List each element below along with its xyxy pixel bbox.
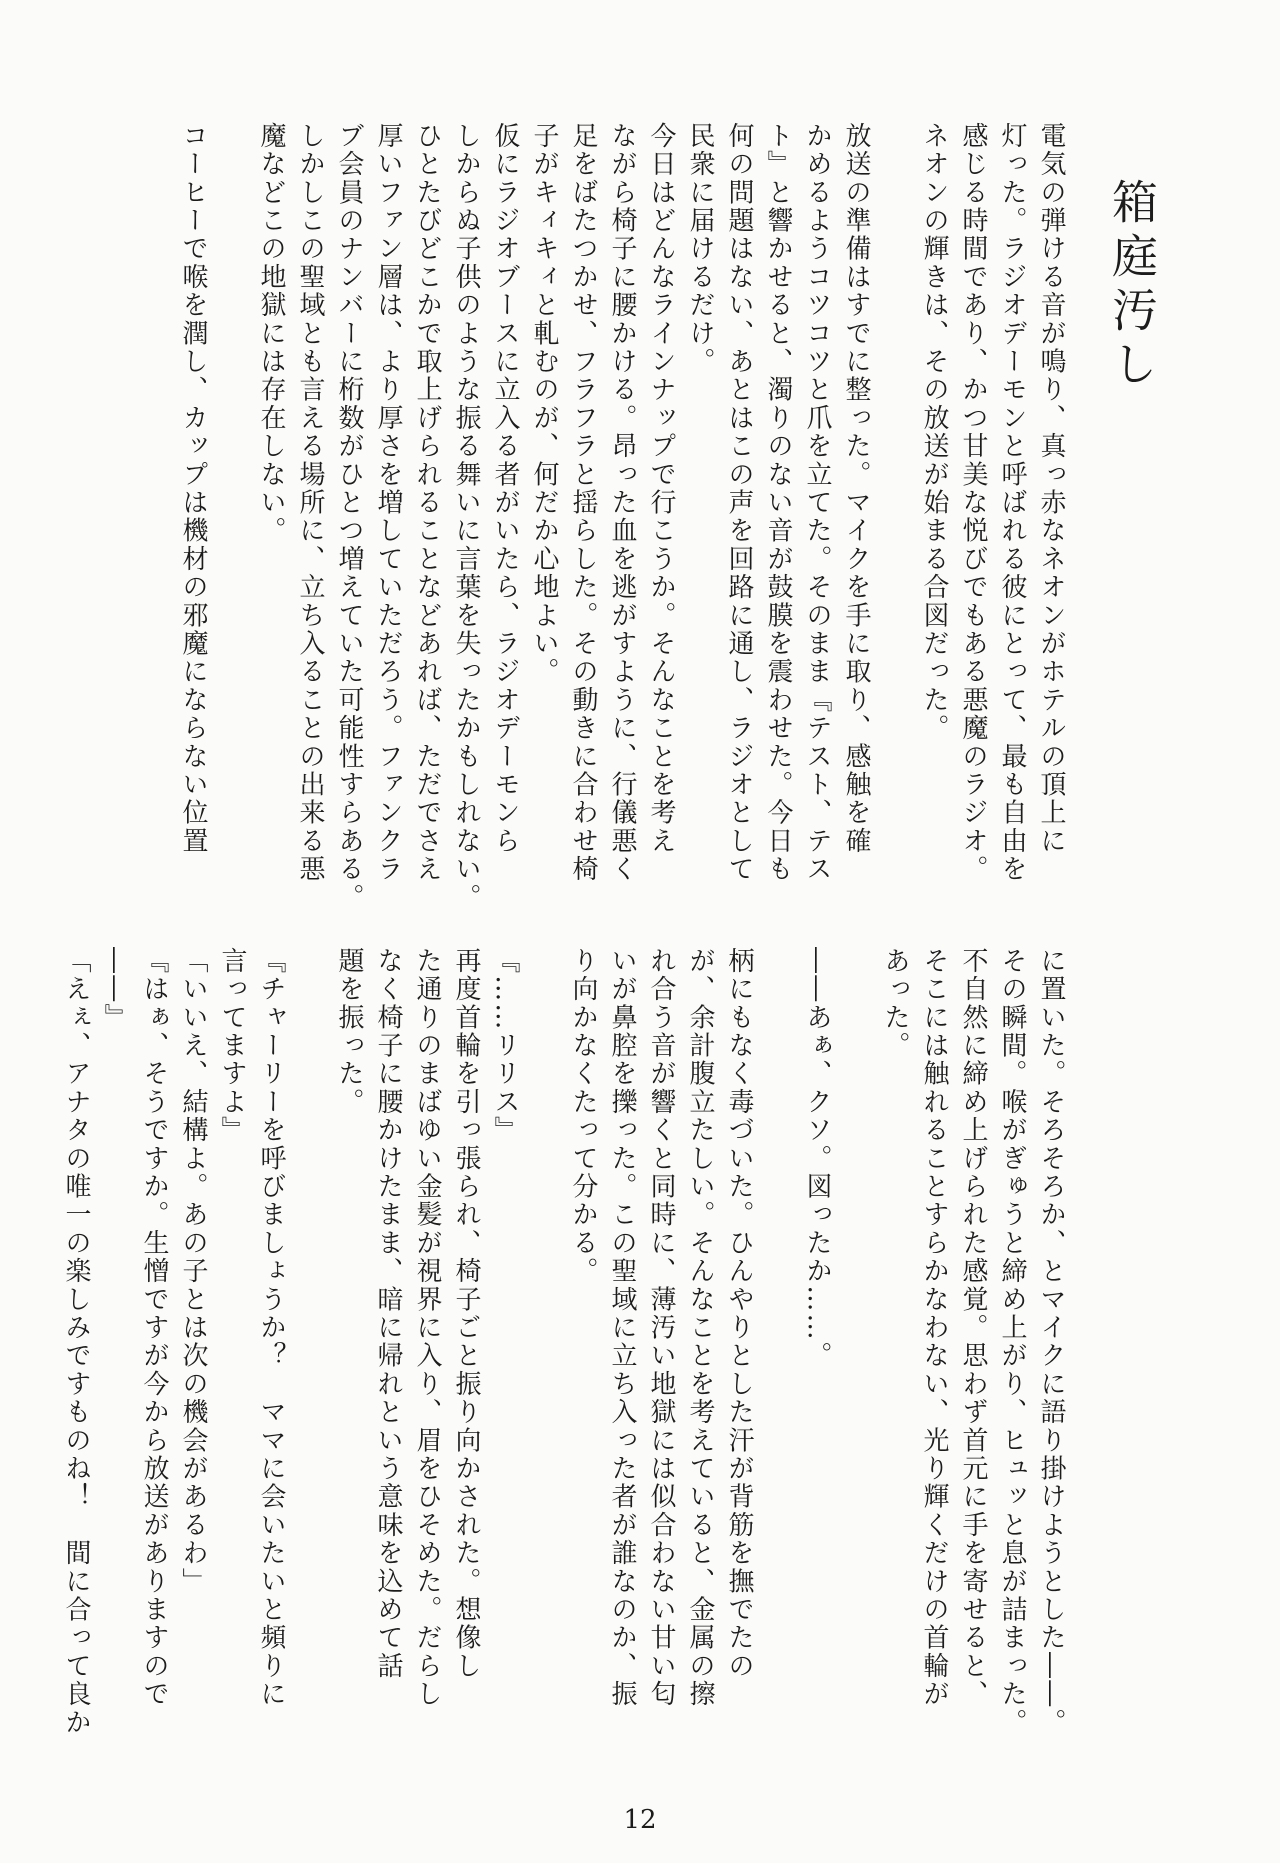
text-column (524, 947, 563, 1777)
text-column: 感じる時間であり、かつ甘美な悦びでもある悪魔のラジオ。 (958, 122, 988, 884)
text-column: た通りのまばゆい金髪が視界に入り、眉をひそめた。だらし (412, 947, 442, 1709)
text-column: に置いた。そろそろか、とマイクに語り掛けようとした――。 (1036, 947, 1066, 1737)
text-column: いが鼻腔を擽った。この聖域に立ち入った者が誰なのか、振 (607, 947, 637, 1709)
text-column: そこには触れることすらかなわない、光り輝くだけの首輪が (919, 947, 949, 1709)
text-column: しかしこの聖域とも言える場所に、立ち入ることの出来る悪 (295, 122, 325, 884)
text-column: 『はぁ、そうですか。生憎ですが今から放送がありますので (139, 947, 169, 1709)
text-column: り向かなくたって分かる。 (568, 947, 598, 1286)
text-column: なく椅子に腰かけたまま、暗に帰れという意味を込めて話 (373, 947, 403, 1681)
text-column: コーヒーで喉を潤し、カップは機材の邪魔にならない位置 (178, 122, 208, 856)
text-column: 電気の弾ける音が鳴り、真っ赤なネオンがホテルの頂上に (1036, 122, 1066, 856)
text-column: ――あぁ、クソ。図ったか……。 (802, 947, 832, 1370)
text-column: ト』と響かせると、濁りのない音が鼓膜を震わせた。今日も (763, 122, 793, 884)
text-column: しからぬ子供のような振る舞いに言葉を失ったかもしれない。 (451, 122, 481, 912)
text-column: ひとたびどこかで取上げられることなどあれば、ただでさえ (412, 122, 442, 884)
text-column: 灯った。ラジオデーモンと呼ばれる彼にとって、最も自由を (997, 122, 1027, 884)
text-column: 柄にもなく毒づいた。ひんやりとした汗が背筋を撫でたの (724, 947, 754, 1681)
text-column: その瞬間。喉がぎゅうと締め上がり、ヒュッと息が詰まった。 (997, 947, 1027, 1737)
text-column: 不自然に締め上げられた感覚。思わず首元に手を寄せると、 (958, 947, 988, 1709)
text-column: ながら椅子に腰かける。昂った血を逃がすように、行儀悪く (607, 122, 637, 884)
page-number: 12 (623, 1805, 657, 1835)
text-column: 「えぇ、アナタの唯一の楽しみですものね！ 間に合って良か (61, 947, 91, 1737)
text-column: れ合う音が響くと同時に、薄汚い地獄には似合わない甘い匂 (646, 947, 676, 1709)
text-column: ブ会員のナンバーに桁数がひとつ増えていた可能性すらある。 (334, 122, 364, 912)
upper-text-block (173, 122, 1070, 912)
text-column: 足をばたつかせ、フラフラと揺らした。その動きに合わせ椅 (568, 122, 598, 884)
story-title: 箱庭汚し (1105, 178, 1159, 394)
text-column: 言ってますよ』 (217, 947, 247, 1145)
text-column: 子がキィキィと軋むのが、何だか心地よい。 (529, 122, 559, 686)
text-column: 「いいえ、結構よ。あの子とは次の機会があるわ」 (178, 947, 208, 1596)
text-column: が、余計腹立たしい。そんなことを考えていると、金属の擦 (685, 947, 715, 1709)
text-column (836, 947, 875, 1777)
text-column: 再度首輪を引っ張られ、椅子ごと振り向かされた。想像し (451, 947, 481, 1681)
text-column (290, 947, 329, 1777)
text-column: 厚いファン層は、より厚さを増していただろう。ファンクラ (373, 122, 403, 884)
text-column: 題を振った。 (334, 947, 364, 1117)
text-column: 『チャーリーを呼びましょうか？ ママに会いたいと頻りに (256, 947, 286, 1709)
text-column: 魔などこの地獄には存在しない。 (256, 122, 286, 545)
text-column: 民衆に届けるだけ。 (685, 122, 715, 376)
text-column (212, 122, 251, 887)
text-column (758, 947, 797, 1777)
text-column: ――』 (100, 947, 130, 1032)
lower-text-block (56, 947, 1070, 1777)
text-column: ネオンの輝きは、その放送が始まる合図だった。 (919, 122, 949, 743)
text-column: かめるようコツコツと爪を立てた。そのまま『テスト、テス (802, 122, 832, 884)
text-column: 放送の準備はすでに整った。マイクを手に取り、感触を確 (841, 122, 871, 856)
text-column: 何の問題はない、あとはこの声を回路に通し、ラジオとして (724, 122, 754, 884)
text-column: 仮にラジオブースに立入る者がいたら、ラジオデーモンら (490, 122, 520, 856)
text-column: あった。 (880, 947, 910, 1060)
text-column: 今日はどんなラインナップで行こうか。そんなことを考え (646, 122, 676, 856)
text-column (875, 122, 914, 887)
text-column: 『……リリス』 (490, 947, 520, 1145)
